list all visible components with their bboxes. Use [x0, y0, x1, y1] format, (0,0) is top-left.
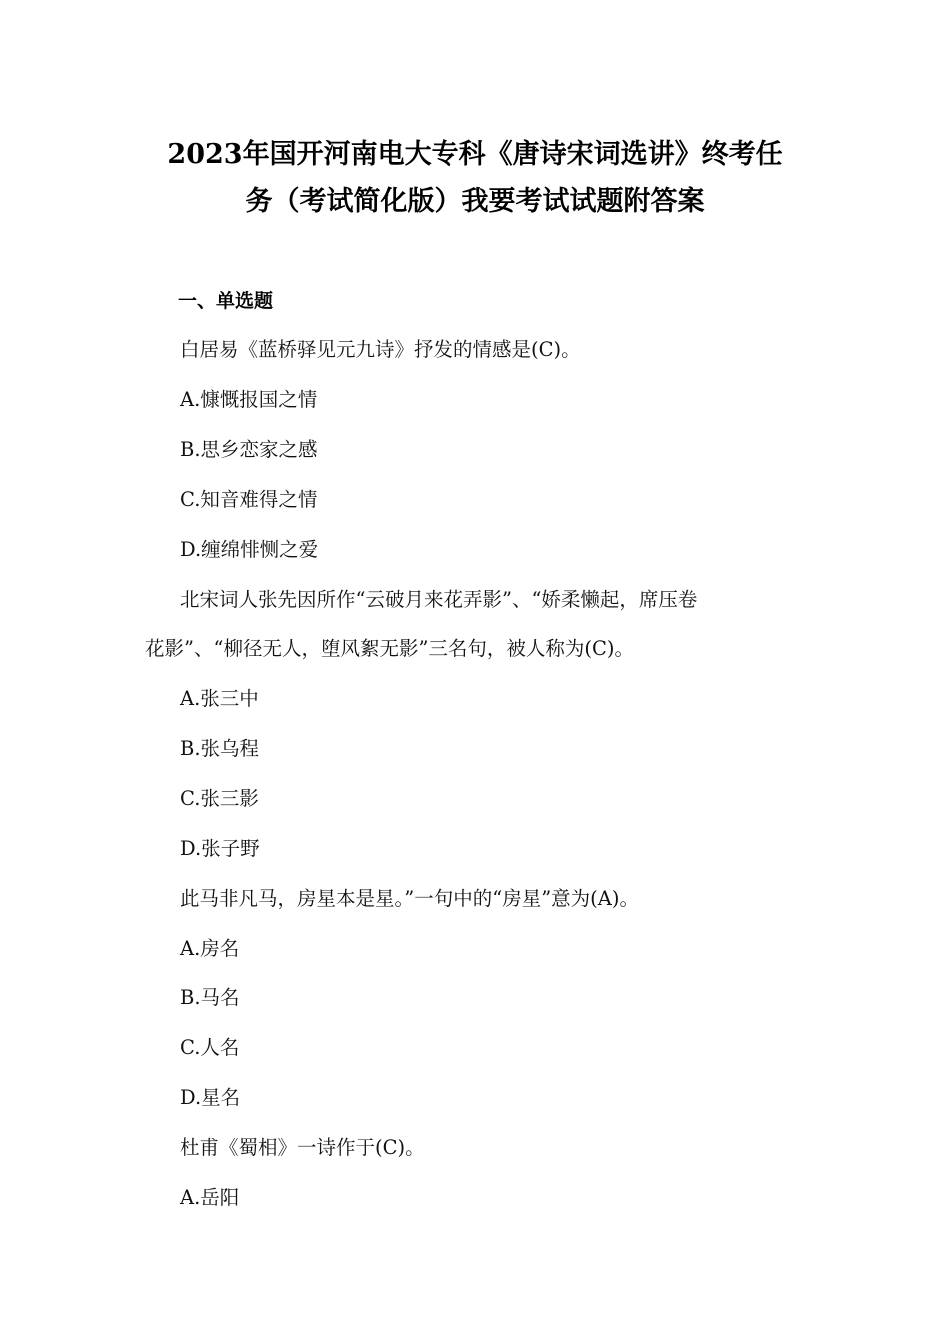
question-1-stem: 白居易《蓝桥驿见元九诗》抒发的情感是(C)。: [180, 338, 581, 361]
question-3-option-a: A.房名: [180, 937, 240, 960]
section-heading: 一、单选题: [178, 290, 274, 312]
document-title-line-1: 2023年国开河南电大专科《唐诗宋词选讲》终考任: [167, 139, 783, 170]
question-1-option-d: D.缠绵悱恻之爱: [180, 538, 319, 561]
question-1-option-c: C.知音难得之情: [180, 488, 318, 511]
question-2-stem-line-2: 花影”、“柳径无人，堕风絮无影”三名句，被人称为(C)。: [145, 637, 635, 660]
question-4-option-a: A.岳阳: [180, 1186, 240, 1209]
question-3-option-c: C.人名: [180, 1036, 240, 1059]
question-3-stem: 此马非凡马，房星本是星。”一句中的“房星”意为(A)。: [180, 887, 639, 910]
question-2-option-d: D.张子野: [180, 837, 260, 860]
question-2-option-b: B.张乌程: [180, 737, 260, 760]
question-3-option-b: B.马名: [180, 986, 240, 1009]
question-1-option-a: A.慷慨报国之情: [180, 388, 318, 411]
question-3-option-d: D.星名: [180, 1086, 241, 1109]
question-2-option-c: C.张三影: [180, 787, 259, 810]
question-4-stem: 杜甫《蜀相》一诗作于(C)。: [180, 1136, 425, 1159]
question-1-option-b: B.思乡恋家之感: [180, 438, 318, 461]
document-title-line-2: 务（考试简化版）我要考试试题附答案: [245, 186, 705, 217]
question-2-stem-line-1: 北宋词人张先因所作“云破月来花弄影”、“娇柔懒起，席压卷: [180, 588, 698, 611]
question-2-option-a: A.张三中: [180, 687, 259, 710]
